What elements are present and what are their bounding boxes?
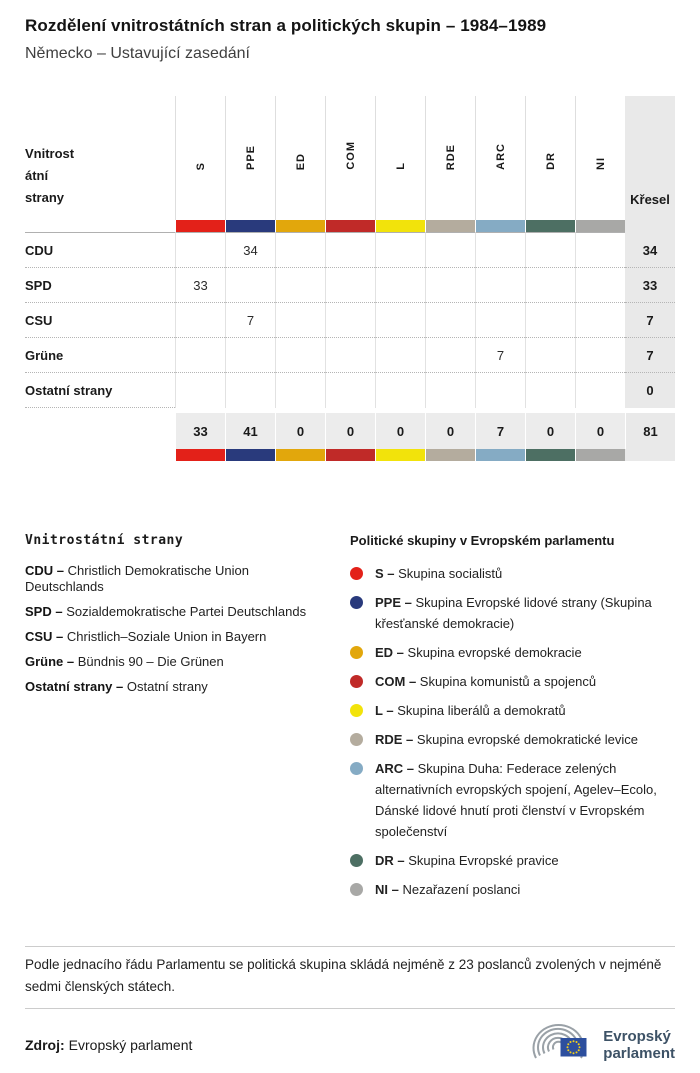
seats-cell: 7 [625,338,675,373]
value-cell [425,303,475,338]
value-cell [225,338,275,373]
group-color-bar-com [325,449,375,461]
source-label: Zdroj: [25,1037,65,1053]
seats-cell: 33 [625,268,675,303]
value-cell [325,233,375,268]
value-cell [325,338,375,373]
seats-bar-cell [625,449,675,461]
value-cell [275,303,325,338]
column-header-com: COM [325,96,375,220]
value-cell: 7 [475,338,525,373]
total-cell: 0 [425,413,475,449]
party-label: CDU [25,233,175,268]
value-cell [475,233,525,268]
total-cell: 41 [225,413,275,449]
group-color-bar-ed [275,449,325,461]
bar-row-spacer [25,220,175,233]
value-cell [375,338,425,373]
group-legend-item: S – Skupina socialistů [350,563,675,584]
value-cell [475,373,525,408]
group-legend-item: NI – Nezařazení poslanci [350,879,675,900]
group-color-dot-l [350,704,363,717]
value-cell: 33 [175,268,225,303]
column-header-ni: NI [575,96,625,220]
seats-table [25,96,675,461]
hemicycle-eu-flag-icon [530,1017,594,1073]
value-cell [375,268,425,303]
bar-row-spacer [25,449,175,461]
column-header-dr: DR [525,96,575,220]
party-legend-item: CDU – Christlich Demokratische Union Deutschlands [25,563,249,594]
divider [25,1008,675,1009]
value-cell [575,233,625,268]
value-cell [275,268,325,303]
party-label: CSU [25,303,175,338]
legend-section [25,533,675,908]
group-color-bar-rde [425,220,475,233]
logo-wordmark: Evropský parlament [603,1028,675,1062]
row-header-line: átní [25,168,49,183]
total-cell: 33 [175,413,225,449]
party-legend-item: SPD – Sozialdemokratische Partei Deutschlands [25,604,307,619]
party-label: SPD [25,268,175,303]
value-cell [475,303,525,338]
party-legend-heading: Vnitrostátní strany [25,533,184,548]
seats-bar-cell [625,220,675,233]
group-color-bar-l [375,449,425,461]
group-legend-item: DR – Skupina Evropské pravice [350,850,675,871]
group-color-bar-arc [475,220,525,233]
seats-column-header: Křesel [625,96,675,220]
value-cell [525,233,575,268]
group-legend-item: L – Skupina liberálů a demokratů [350,700,675,721]
group-color-dot-arc [350,762,363,775]
total-cell: 0 [525,413,575,449]
total-cell: 0 [325,413,375,449]
page-title: Rozdělení vnitrostátních stran a politických skupin – 1984–1989 [25,16,547,35]
column-header-ed: ED [275,96,325,220]
value-cell [325,373,375,408]
party-legend-item: CSU – Christlich–Soziale Union in Bayern [25,629,267,644]
group-color-dot-com [350,675,363,688]
group-color-bar-l [375,220,425,233]
divider [25,946,675,947]
group-color-bar-ed [275,220,325,233]
seats-cell: 0 [625,373,675,408]
value-cell [225,268,275,303]
total-seats-cell: 81 [625,413,675,449]
value-cell [575,268,625,303]
group-color-dot-ed [350,646,363,659]
footnote: Podle jednacího řádu Parlamentu se politická skupina skládá nejméně z 23 poslanců zvolených v nejméně sedmi členských státech. [25,957,662,994]
value-cell [275,373,325,408]
value-cell [275,338,325,373]
party-label: Ostatní strany [25,373,175,408]
row-header-label [25,96,175,220]
value-cell [475,268,525,303]
source-row [25,1017,675,1073]
group-color-bar-ppe [225,220,275,233]
row-header-line: Vnitrost [25,146,75,161]
totals-row-spacer [25,413,175,449]
value-cell: 34 [225,233,275,268]
group-color-bar-com [325,220,375,233]
group-color-bar-dr [525,449,575,461]
total-cell: 0 [575,413,625,449]
value-cell [375,233,425,268]
value-cell [175,373,225,408]
value-cell [175,303,225,338]
value-cell [575,303,625,338]
group-color-dot-dr [350,854,363,867]
group-color-dot-ppe [350,596,363,609]
value-cell [375,373,425,408]
total-cell: 0 [275,413,325,449]
group-color-dot-rde [350,733,363,746]
source-value: Evropský parlament [68,1037,193,1053]
group-color-bar-ppe [225,449,275,461]
group-color-bar-ni [575,449,625,461]
value-cell [525,303,575,338]
group-legend-item: PPE – Skupina Evropské lidové strany (Skupina křesťanské demokracie) [350,592,675,634]
value-cell [575,338,625,373]
value-cell [325,268,375,303]
value-cell [175,233,225,268]
column-header-ppe: PPE [225,96,275,220]
european-parliament-logo [530,1017,675,1073]
column-header-l: L [375,96,425,220]
party-label: Grüne [25,338,175,373]
group-color-bar-arc [475,449,525,461]
page-subtitle: Německo – Ustavující zasedání [25,45,250,62]
value-cell [225,373,275,408]
value-cell [425,233,475,268]
party-legend [25,533,350,908]
seats-cell: 34 [625,233,675,268]
party-legend-item: Grüne – Bündnis 90 – Die Grünen [25,654,224,669]
party-legend-item: Ostatní strany – Ostatní strany [25,679,208,694]
value-cell [425,338,475,373]
value-cell [525,373,575,408]
value-cell [425,268,475,303]
value-cell [425,373,475,408]
group-legend-heading: Politické skupiny v Evropském parlamentu [350,533,615,548]
value-cell [175,338,225,373]
group-color-bar-dr [525,220,575,233]
group-legend-item: ARC – Skupina Duha: Federace zelených alternativních evropských spojení, Agelev–Ecolo, Dánské lidové hnutí proti členství v Evropském společenství [350,758,675,842]
value-cell [575,373,625,408]
column-header-arc: ARC [475,96,525,220]
group-legend [350,533,675,908]
group-color-bar-s [175,220,225,233]
source-text [25,1037,192,1053]
column-header-s: S [175,96,225,220]
value-cell [525,338,575,373]
group-color-bar-ni [575,220,625,233]
value-cell [275,233,325,268]
total-cell: 0 [375,413,425,449]
column-header-rde: RDE [425,96,475,220]
value-cell [325,303,375,338]
value-cell [375,303,425,338]
group-color-bar-s [175,449,225,461]
group-color-dot-s [350,567,363,580]
group-legend-item: ED – Skupina evropské demokracie [350,642,675,663]
value-cell: 7 [225,303,275,338]
seats-cell: 7 [625,303,675,338]
group-color-bar-rde [425,449,475,461]
value-cell [525,268,575,303]
row-header-line: strany [25,190,65,205]
total-cell: 7 [475,413,525,449]
group-color-dot-ni [350,883,363,896]
group-legend-item: COM – Skupina komunistů a spojenců [350,671,675,692]
group-legend-item: RDE – Skupina evropské demokratické levice [350,729,675,750]
